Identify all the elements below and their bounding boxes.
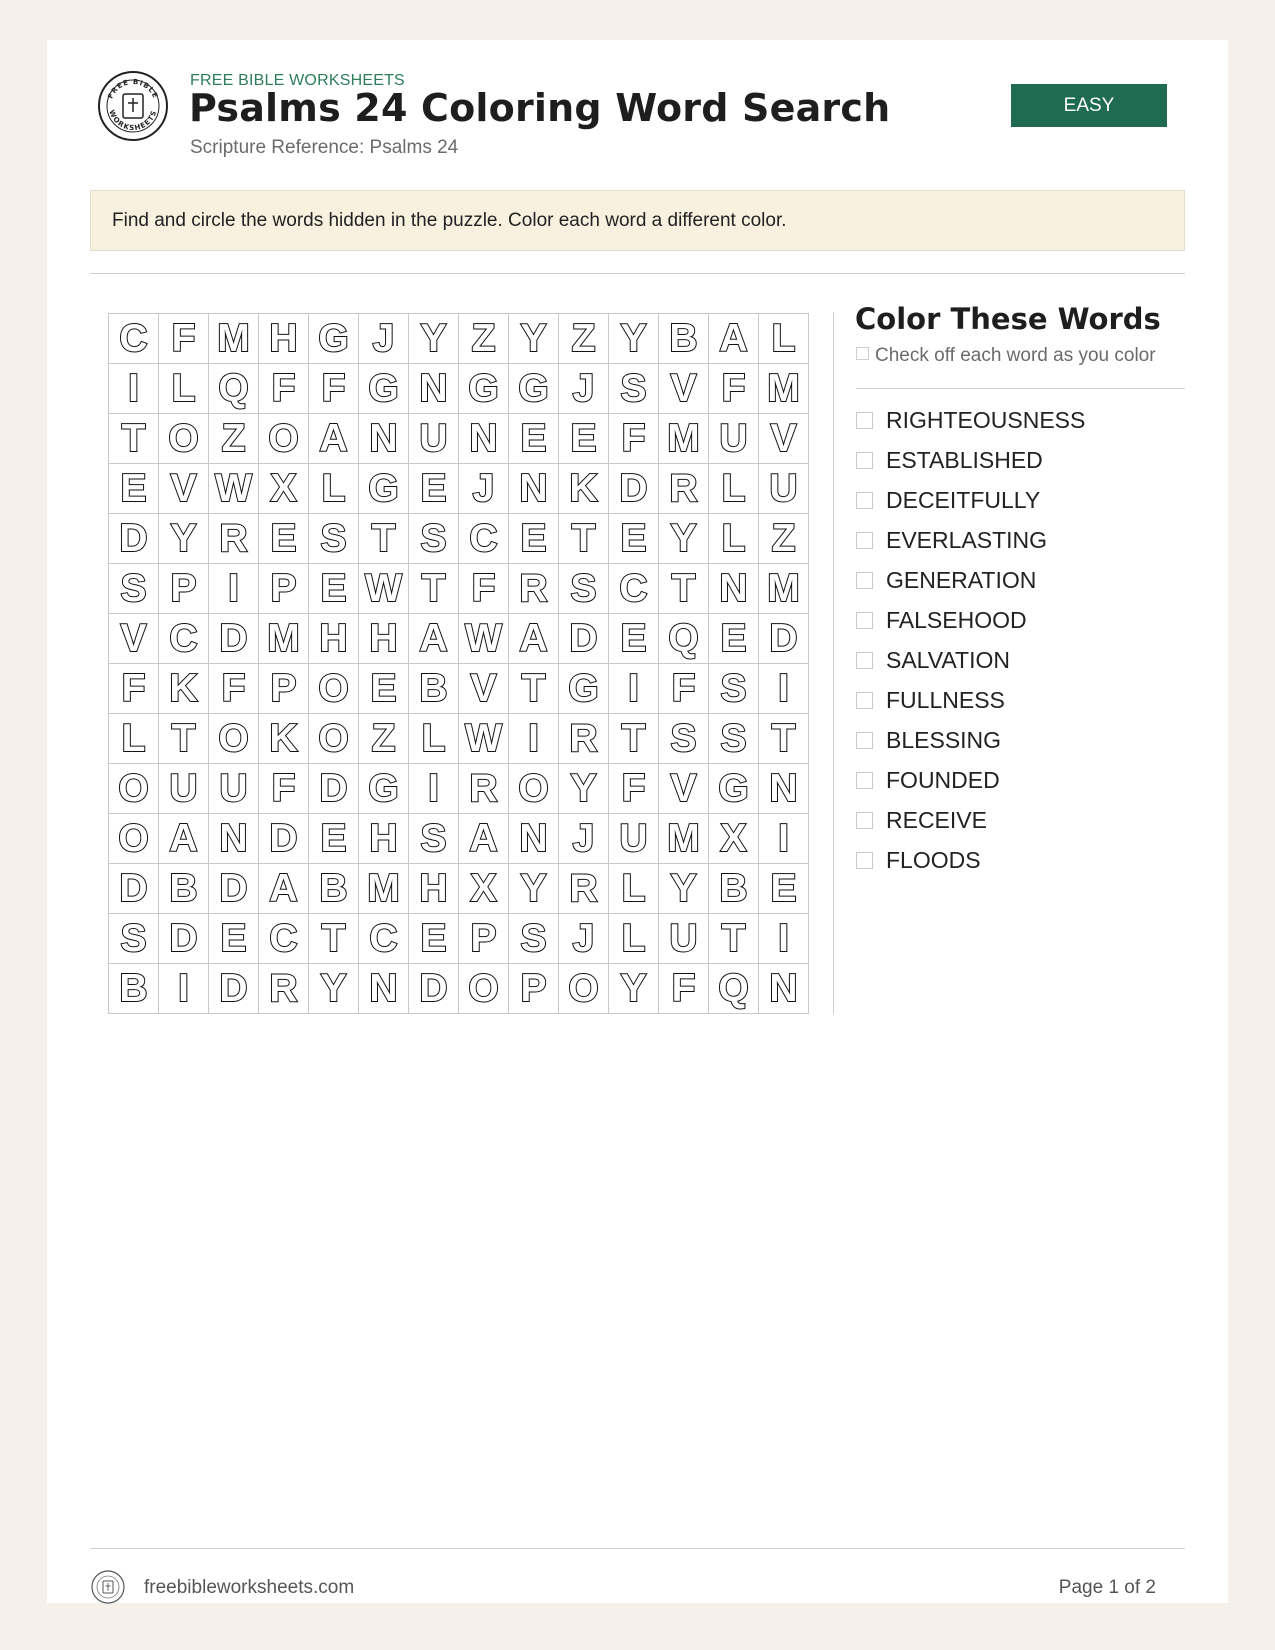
grid-cell: Y [309, 964, 359, 1014]
word-label: RIGHTEOUSNESS [886, 406, 1086, 433]
grid-cell: O [509, 764, 559, 814]
grid-cell: Y [659, 514, 709, 564]
grid-cell: D [259, 814, 309, 864]
page-number: Page 1 of 2 [1058, 1577, 1156, 1598]
grid-cell: D [309, 764, 359, 814]
word-label: DECEITFULLY [886, 486, 1041, 513]
grid-cell: E [559, 414, 609, 464]
grid-cell: T [559, 514, 609, 564]
checkbox-icon[interactable] [856, 732, 873, 749]
grid-cell: M [759, 564, 809, 614]
word-list-item [856, 640, 1085, 680]
word-list-item [856, 440, 1085, 480]
scripture-reference: Scripture Reference: Psalms 24 [190, 137, 459, 158]
grid-cell: F [209, 664, 259, 714]
grid-cell: K [259, 714, 309, 764]
grid-cell: T [109, 414, 159, 464]
grid-cell: R [509, 564, 559, 614]
grid-cell: B [309, 864, 359, 914]
checkbox-icon[interactable] [856, 572, 873, 589]
word-list-subtitle [856, 345, 1156, 367]
grid-cell: U [659, 914, 709, 964]
word-search-grid [108, 313, 809, 1014]
grid-cell: D [759, 614, 809, 664]
grid-cell: F [159, 314, 209, 364]
grid-cell: D [209, 964, 259, 1014]
grid-cell: P [459, 914, 509, 964]
grid-cell: F [109, 664, 159, 714]
grid-cell: N [509, 814, 559, 864]
grid-cell: S [559, 564, 609, 614]
grid-cell: F [609, 414, 659, 464]
grid-cell: E [759, 864, 809, 914]
grid-cell: I [109, 364, 159, 414]
divider [90, 273, 1185, 274]
word-label: SALVATION [886, 646, 1010, 673]
grid-cell: X [709, 814, 759, 864]
grid-cell: Z [759, 514, 809, 564]
word-list-subtitle-text: Check off each word as you color [875, 345, 1156, 366]
grid-cell: C [359, 914, 409, 964]
grid-cell: S [309, 514, 359, 564]
footer-site[interactable]: freebibleworksheets.com [144, 1577, 355, 1598]
grid-cell: E [709, 614, 759, 664]
grid-cell: A [709, 314, 759, 364]
grid-cell: E [609, 514, 659, 564]
grid-cell: V [109, 614, 159, 664]
grid-cell: L [309, 464, 359, 514]
grid-cell: O [259, 414, 309, 464]
grid-cell: V [459, 664, 509, 714]
grid-cell: V [659, 364, 709, 414]
grid-cell: T [759, 714, 809, 764]
difficulty-badge: EASY [1011, 84, 1167, 127]
grid-cell: F [709, 364, 759, 414]
grid-cell: S [659, 714, 709, 764]
word-label: FALSEHOOD [886, 606, 1027, 633]
grid-cell: G [709, 764, 759, 814]
grid-cell: L [609, 914, 659, 964]
checkbox-icon[interactable] [856, 772, 873, 789]
checkbox-icon[interactable] [856, 532, 873, 549]
grid-cell: N [509, 464, 559, 514]
grid-cell: S [709, 714, 759, 764]
grid-cell: D [109, 514, 159, 564]
grid-cell: W [359, 564, 409, 614]
grid-cell: O [559, 964, 609, 1014]
grid-cell: L [709, 464, 759, 514]
logo-bottom-text: WORKSHEETS [107, 108, 159, 133]
word-list-item [856, 600, 1085, 640]
grid-cell: I [609, 664, 659, 714]
word-label: FOUNDED [886, 766, 1000, 793]
grid-cell: M [759, 364, 809, 414]
grid-cell: O [459, 964, 509, 1014]
word-label: GENERATION [886, 566, 1037, 593]
grid-cell: B [659, 314, 709, 364]
checkbox-icon[interactable] [856, 692, 873, 709]
word-list [856, 400, 1085, 880]
grid-cell: A [409, 614, 459, 664]
grid-cell: F [259, 364, 309, 414]
grid-cell: T [609, 714, 659, 764]
logo-top-text: FREE BIBLE [106, 77, 160, 100]
grid-cell: T [309, 914, 359, 964]
grid-cell: E [609, 614, 659, 664]
grid-cell: E [309, 564, 359, 614]
grid-cell: R [459, 764, 509, 814]
grid-cell: G [359, 464, 409, 514]
grid-cell: G [509, 364, 559, 414]
grid-cell: V [659, 764, 709, 814]
grid-cell: G [559, 664, 609, 714]
word-list-item [856, 840, 1085, 880]
grid-cell: I [509, 714, 559, 764]
checkbox-icon[interactable] [856, 452, 873, 469]
logo-seal-icon [97, 70, 169, 142]
grid-cell: U [709, 414, 759, 464]
grid-cell: Y [509, 314, 559, 364]
grid-cell: D [159, 914, 209, 964]
grid-cell: Z [459, 314, 509, 364]
word-list-item [856, 680, 1085, 720]
grid-cell: C [459, 514, 509, 564]
grid-cell: H [359, 814, 409, 864]
grid-cell: T [709, 914, 759, 964]
grid-cell: O [159, 414, 209, 464]
word-label: ESTABLISHED [886, 446, 1043, 473]
grid-cell: W [459, 714, 509, 764]
checkbox-icon[interactable] [856, 652, 873, 669]
grid-cell: G [359, 364, 409, 414]
word-list-title: Color These Words [855, 302, 1161, 336]
grid-cell: I [159, 964, 209, 1014]
grid-cell: F [659, 664, 709, 714]
grid-cell: S [409, 514, 459, 564]
grid-cell: I [759, 914, 809, 964]
grid-cell: I [209, 564, 259, 614]
grid-cell: B [709, 864, 759, 914]
grid-cell: J [459, 464, 509, 514]
checkbox-icon [856, 347, 869, 360]
grid-cell: L [609, 864, 659, 914]
grid-cell: N [359, 414, 409, 464]
page-title: Psalms 24 Coloring Word Search [189, 86, 891, 130]
brand-label: FREE BIBLE WORKSHEETS [190, 72, 405, 89]
instructions-box: Find and circle the words hidden in the puzzle. Color each word a different color. [90, 190, 1185, 251]
grid-cell: N [409, 364, 459, 414]
grid-cell: D [209, 614, 259, 664]
grid-cell: H [259, 314, 309, 364]
word-list-item [856, 560, 1085, 600]
grid-cell: B [109, 964, 159, 1014]
grid-cell: M [659, 814, 709, 864]
grid-cell: Y [609, 314, 659, 364]
grid-cell: L [109, 714, 159, 764]
word-label: EVERLASTING [886, 526, 1048, 553]
grid-cell: M [209, 314, 259, 364]
grid-cell: N [359, 964, 409, 1014]
word-list-item [856, 480, 1085, 520]
grid-cell: F [309, 364, 359, 414]
grid-cell: U [409, 414, 459, 464]
word-list-item [856, 400, 1085, 440]
word-label: RECEIVE [886, 806, 987, 833]
grid-cell: I [759, 664, 809, 714]
grid-cell: C [159, 614, 209, 664]
footer-divider [90, 1548, 1185, 1549]
grid-cell: N [759, 764, 809, 814]
grid-cell: L [709, 514, 759, 564]
grid-cell: M [259, 614, 309, 664]
grid-cell: Y [659, 864, 709, 914]
grid-cell: T [359, 514, 409, 564]
grid-cell: M [659, 414, 709, 464]
grid-cell: O [109, 764, 159, 814]
grid-cell: Q [659, 614, 709, 664]
grid-cell: T [409, 564, 459, 614]
footer-logo-icon [91, 1570, 125, 1604]
vertical-divider [833, 312, 834, 1014]
grid-cell: D [409, 964, 459, 1014]
grid-cell: L [759, 314, 809, 364]
grid-cell: P [259, 564, 309, 614]
grid-cell: S [509, 914, 559, 964]
grid-cell: Y [409, 314, 459, 364]
word-list-item [856, 720, 1085, 760]
grid-cell: W [459, 614, 509, 664]
grid-cell: H [409, 864, 459, 914]
grid-cell: O [209, 714, 259, 764]
checkbox-icon[interactable] [856, 812, 873, 829]
grid-cell: R [259, 964, 309, 1014]
grid-cell: F [459, 564, 509, 614]
grid-cell: Y [609, 964, 659, 1014]
grid-cell: Y [159, 514, 209, 564]
grid-cell: F [659, 964, 709, 1014]
grid-cell: N [459, 414, 509, 464]
grid-cell: T [159, 714, 209, 764]
grid-cell: P [159, 564, 209, 614]
grid-cell: F [259, 764, 309, 814]
word-label: FLOODS [886, 846, 981, 873]
grid-cell: O [109, 814, 159, 864]
grid-cell: V [759, 414, 809, 464]
grid-cell: Q [209, 364, 259, 414]
grid-cell: T [659, 564, 709, 614]
word-list-item [856, 800, 1085, 840]
grid-cell: C [259, 914, 309, 964]
grid-cell: J [559, 814, 609, 864]
grid-cell: M [359, 864, 409, 914]
grid-cell: E [209, 914, 259, 964]
grid-cell: I [409, 764, 459, 814]
grid-cell: E [109, 464, 159, 514]
grid-cell: R [659, 464, 709, 514]
grid-cell: E [409, 914, 459, 964]
grid-cell: D [209, 864, 259, 914]
grid-cell: U [209, 764, 259, 814]
word-list-item [856, 520, 1085, 560]
grid-cell: L [159, 364, 209, 414]
word-list-divider [856, 388, 1185, 389]
grid-cell: G [309, 314, 359, 364]
grid-cell: U [159, 764, 209, 814]
grid-cell: K [559, 464, 609, 514]
grid-cell: J [559, 364, 609, 414]
grid-cell: R [209, 514, 259, 564]
grid-cell: E [259, 514, 309, 564]
grid-cell: T [509, 664, 559, 714]
grid-cell: O [309, 714, 359, 764]
word-list-item [856, 760, 1085, 800]
grid-cell: Y [559, 764, 609, 814]
grid-cell: H [309, 614, 359, 664]
worksheet-page [47, 40, 1228, 1603]
grid-cell: R [559, 714, 609, 764]
grid-cell: S [709, 664, 759, 714]
grid-cell: A [159, 814, 209, 864]
grid-cell: H [359, 614, 409, 664]
grid-cell: A [509, 614, 559, 664]
grid-cell: X [459, 864, 509, 914]
grid-cell: D [559, 614, 609, 664]
grid-cell: P [509, 964, 559, 1014]
grid-cell: P [259, 664, 309, 714]
grid-cell: I [759, 814, 809, 864]
grid-cell: W [209, 464, 259, 514]
word-label: BLESSING [886, 726, 1002, 753]
grid-cell: E [409, 464, 459, 514]
grid-cell: F [609, 764, 659, 814]
grid-cell: O [309, 664, 359, 714]
checkbox-icon[interactable] [856, 492, 873, 509]
grid-cell: B [409, 664, 459, 714]
grid-cell: Q [709, 964, 759, 1014]
grid-cell: L [409, 714, 459, 764]
grid-cell: D [609, 464, 659, 514]
grid-cell: S [409, 814, 459, 864]
grid-cell: S [109, 914, 159, 964]
grid-cell: N [209, 814, 259, 864]
grid-cell: G [359, 764, 409, 814]
grid-cell: A [309, 414, 359, 464]
grid-cell: Y [509, 864, 559, 914]
checkbox-icon[interactable] [856, 852, 873, 869]
grid-cell: K [159, 664, 209, 714]
grid-cell: S [609, 364, 659, 414]
grid-cell: E [509, 514, 559, 564]
grid-cell: C [109, 314, 159, 364]
grid-cell: R [559, 864, 609, 914]
checkbox-icon[interactable] [856, 412, 873, 429]
grid-cell: J [559, 914, 609, 964]
grid-cell: N [709, 564, 759, 614]
grid-cell: J [359, 314, 409, 364]
grid-cell: E [509, 414, 559, 464]
grid-cell: A [259, 864, 309, 914]
checkbox-icon[interactable] [856, 612, 873, 629]
grid-cell: V [159, 464, 209, 514]
grid-cell: B [159, 864, 209, 914]
word-label: FULLNESS [886, 686, 1005, 713]
grid-cell: G [459, 364, 509, 414]
grid-cell: E [309, 814, 359, 864]
grid-cell: S [109, 564, 159, 614]
grid-cell: D [109, 864, 159, 914]
grid-cell: A [459, 814, 509, 864]
grid-cell: N [759, 964, 809, 1014]
grid-cell: E [359, 664, 409, 714]
grid-cell: Z [209, 414, 259, 464]
grid-cell: X [259, 464, 309, 514]
grid-cell: Z [559, 314, 609, 364]
grid-cell: U [759, 464, 809, 514]
grid-cell: Z [359, 714, 409, 764]
grid-cell: U [609, 814, 659, 864]
grid-cell: C [609, 564, 659, 614]
